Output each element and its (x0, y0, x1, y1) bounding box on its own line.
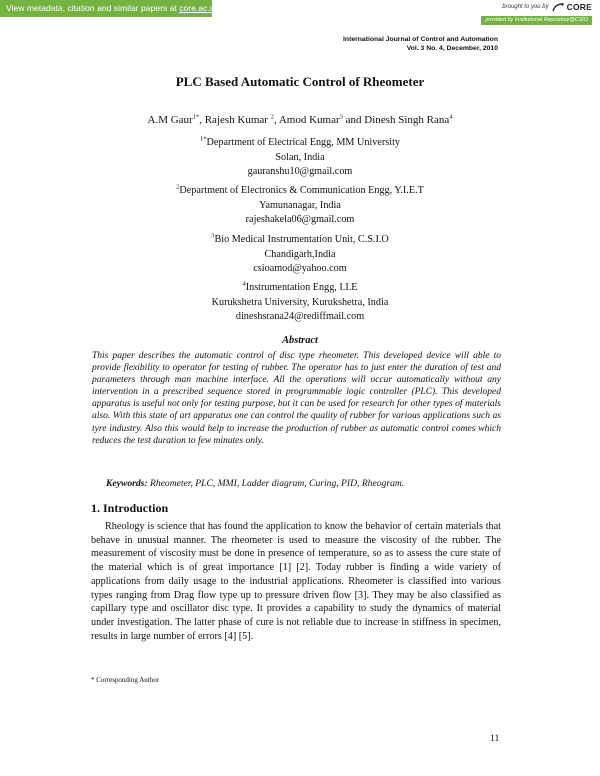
core-banner-text: View metadata, citation and similar papers at (6, 3, 180, 13)
keywords-list: Rheometer, PLC, MMI, Ladder diagram, Curing, PID, Rheogram. (147, 478, 405, 489)
core-link[interactable]: core.ac.uk (179, 3, 219, 13)
author-name: Amod Kumar (278, 114, 340, 126)
affiliation-dept: Instrumentation Engg, I.I.E (245, 282, 358, 293)
journal-name: International Journal of Control and Automation (343, 36, 498, 43)
affiliation-sup: 1* (199, 135, 207, 143)
affiliation-location: Solan, India (275, 151, 325, 163)
brought-by-text: brought to you by (502, 4, 549, 10)
author-sup: 3 (339, 113, 343, 121)
affiliation-2 (0, 184, 600, 228)
affiliation-email: rajeshakela06@gmail.com (245, 214, 355, 226)
affiliation-sup: 4 (242, 280, 246, 288)
author-name: Rajesh Kumar (204, 114, 271, 126)
core-logo-icon (552, 3, 564, 12)
abstract-heading: Abstract (282, 335, 318, 346)
core-metadata-link[interactable] (0, 0, 219, 17)
page-number: 11 (490, 733, 500, 744)
affiliation-email: gauranshu10@gmail.com (247, 166, 353, 178)
author-name: A.M Gaur (147, 114, 193, 126)
journal-header (343, 35, 498, 53)
journal-volume: Vol. 3 No. 4, December, 2010 (406, 45, 498, 52)
affiliation-dept: Department of Electronics & Communication Engg, Y.I.E.T (179, 185, 424, 196)
author-sup: 2 (270, 113, 274, 121)
author-sep: , (273, 114, 279, 126)
core-logo-text: CORE (566, 2, 592, 12)
author-sup: 1* (192, 113, 200, 121)
author-name: Dinesh Singh Rana (364, 114, 450, 126)
affiliation-sup: 2 (176, 183, 180, 191)
author-sup: 4 (449, 113, 453, 121)
provided-by-badge[interactable]: provided by Institutional Repository@CSIO (481, 16, 592, 25)
affiliation-email: dineshsrana24@rediffmail.com (235, 311, 365, 323)
core-banner (0, 0, 600, 26)
author-sep: , (199, 114, 205, 126)
author-sep: and (342, 114, 365, 126)
affiliation-dept: Bio Medical Instrumentation Unit, C.S.I.O (214, 234, 389, 245)
abstract-text: This paper describes the automatic control of disc type rheometer. This developed device will able to provide flexibility to operator for testing of rubber. The operator has to just enter the duration of test and parameters through man machine interface. All the operations will occur automatically without any intervention in a prescribed sequence stored in programmable logic controller (PLC). This developed apparatus is useful not only for testing purpose, but it can be used for research for other types of materials also. With this state of art apparatus one can control the quality of rubber for various applications such as tyre industry. Also this would help to increase the production of rubber as automatic control comes which reduces the test duration to few minutes only. (92, 351, 501, 446)
footnote: * Corresponding Author (91, 676, 160, 684)
affiliation-email: csioamod@yahoo.com (253, 263, 347, 275)
core-brand[interactable] (502, 2, 592, 12)
author-list (0, 114, 600, 126)
affiliation-location: Yamunanagar, India (259, 199, 341, 211)
keywords-label: Keywords: (106, 478, 148, 489)
affiliation-location: Chandigarh,India (264, 248, 336, 260)
section-heading: 1. Introduction (91, 501, 169, 515)
keywords (106, 478, 501, 489)
affiliation-3 (0, 233, 600, 277)
affiliation-location: Kurukshetra University, Kurukshetra, India (211, 296, 389, 308)
intro-paragraph: Rheology is science that has found the application to know the behavior of certain materials that behave in unusual manner. The rheometer is used to measure the viscosity of the rubber. The measurement of viscosity must be done in presence of temperature, so as to assess the cure state of the material which is of great importance [1] [2]. Today rubber is finding a wide variety of applications from daily usage to the industrial applications. Rheometer is classified into various types ranging from Drag flow type up to pressure driven flow [3]. They may be also classified as capillary type and oscillator disc type. It provides a capability to study the dynamics of material under investigation. The latter phase of cure is not reliable due to increase in stiffness in specimen, results in large number of errors [4] [5]. (91, 521, 501, 642)
affiliation-4 (0, 281, 600, 325)
paper-title: PLC Based Automatic Control of Rheometer (175, 74, 425, 89)
affiliation-dept: Department of Electrical Engg, MM University (206, 137, 400, 148)
affiliation-sup: 3 (211, 232, 215, 240)
affiliation-1 (0, 136, 600, 180)
